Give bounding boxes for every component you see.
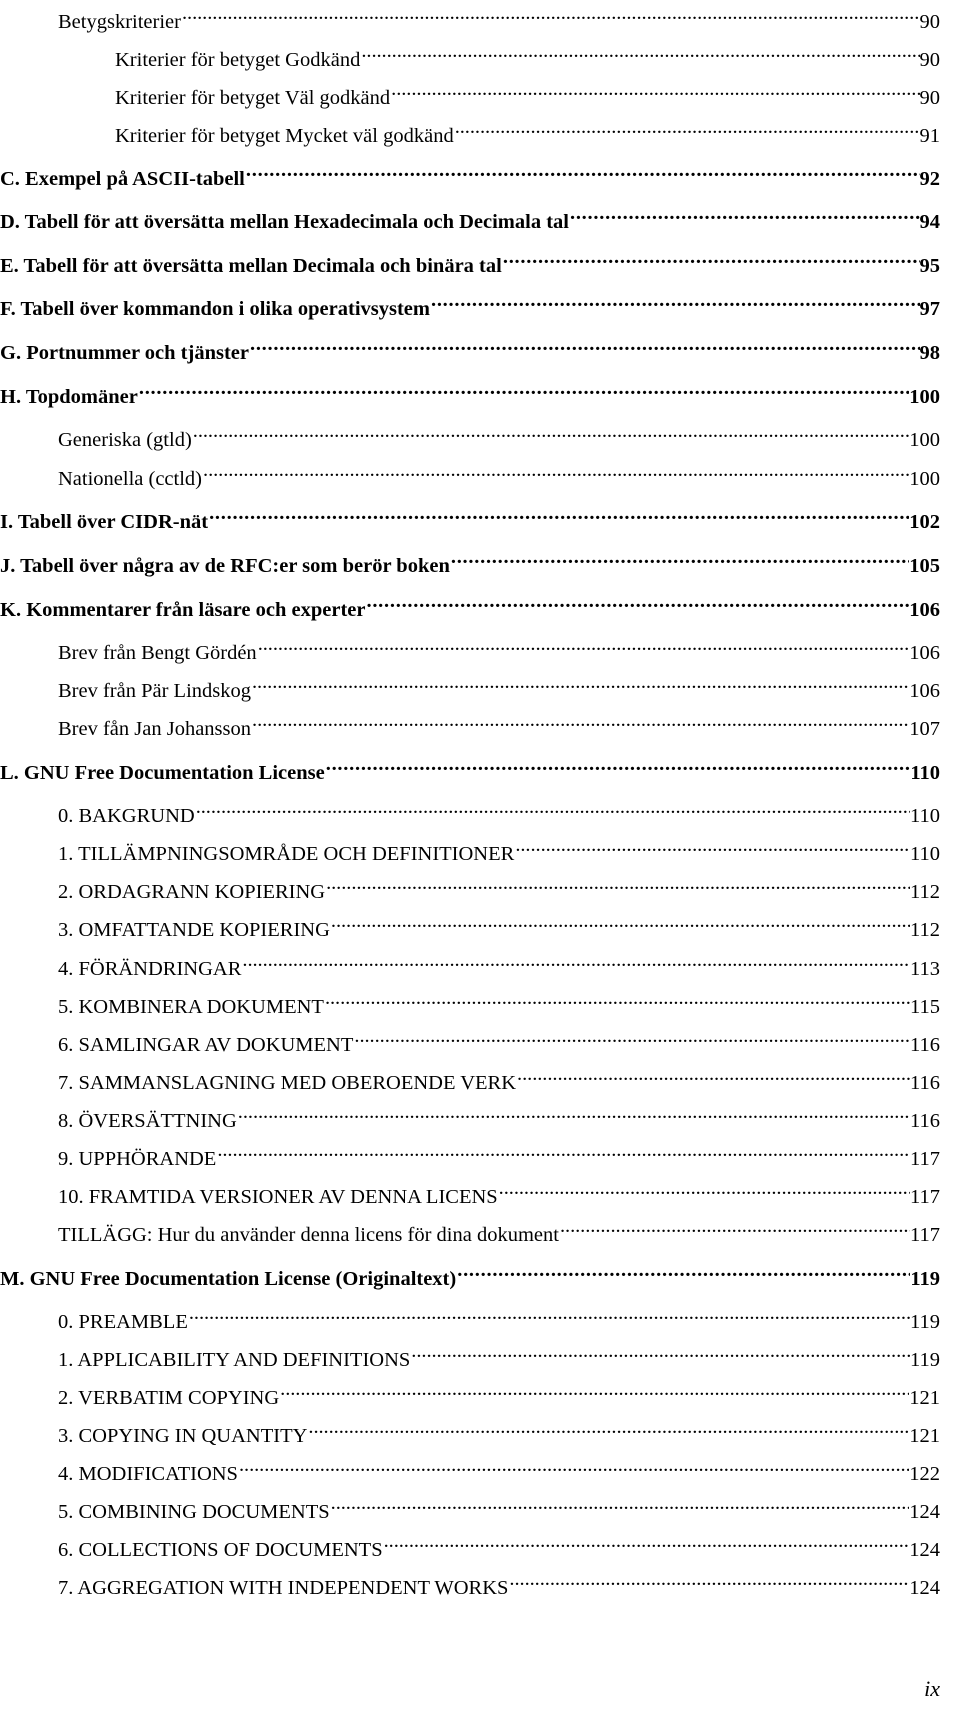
toc-entry-page-number: 116 — [910, 1110, 940, 1132]
toc-entry-page-number: 107 — [909, 718, 940, 740]
toc-entry-page-number: 124 — [909, 1501, 940, 1523]
toc-entry-title: F. Tabell över kommandon i olika operativsystem — [0, 298, 430, 320]
dot-leader — [181, 0, 920, 28]
toc-entry-page-number: 122 — [909, 1463, 940, 1485]
toc-entry-page-number: 90 — [919, 87, 940, 109]
toc-section-entry[interactable] — [115, 36, 940, 71]
toc-chapter-entry[interactable] — [0, 542, 940, 577]
toc-chapter-entry[interactable] — [0, 373, 940, 408]
dot-leader — [330, 906, 910, 936]
toc-entry-title: H. Topdomäner — [0, 386, 138, 408]
toc-entry-page-number: 106 — [909, 642, 940, 664]
toc-entry-title: 6. SAMLINGAR AV DOKUMENT — [58, 1034, 354, 1056]
toc-entry-page-number: 94 — [919, 211, 940, 233]
toc-entry-title: 1. APPLICABILITY AND DEFINITIONS — [58, 1349, 411, 1371]
toc-section-entry[interactable] — [58, 416, 940, 451]
toc-chapter-entry[interactable] — [0, 285, 940, 320]
toc-section-entry[interactable] — [58, 1059, 940, 1094]
dot-leader — [237, 1097, 910, 1127]
dot-leader — [410, 1336, 910, 1366]
toc-entry-title: G. Portnummer och tjänster — [0, 342, 249, 364]
toc-section-entry[interactable] — [58, 1564, 940, 1599]
toc-entry-page-number: 116 — [910, 1034, 940, 1056]
toc-entry-title: 9. UPPHÖRANDE — [58, 1148, 217, 1170]
toc-entry-page-number: 102 — [909, 511, 940, 533]
toc-section-entry[interactable] — [115, 112, 940, 147]
toc-entry-page-number: 119 — [910, 1268, 940, 1290]
dot-leader — [192, 416, 909, 446]
dot-leader — [257, 629, 910, 659]
toc-entry-page-number: 95 — [919, 255, 940, 277]
toc-entry-title: 6. COLLECTIONS OF DOCUMENTS — [58, 1539, 383, 1561]
toc-entry-title: 10. FRAMTIDA VERSIONER AV DENNA LICENS — [58, 1186, 498, 1208]
toc-entry-page-number: 92 — [919, 168, 940, 190]
toc-entry-title: Generiska (gtld) — [58, 429, 192, 451]
toc-chapter-entry[interactable] — [0, 155, 940, 190]
dot-leader — [330, 1488, 910, 1518]
toc-entry-page-number: 90 — [919, 11, 940, 33]
toc-entry-title: 0. PREAMBLE — [58, 1311, 188, 1333]
toc-chapter-entry[interactable] — [0, 749, 940, 784]
dot-leader — [324, 983, 910, 1013]
dot-leader — [251, 705, 909, 735]
toc-entry-page-number: 119 — [910, 1311, 940, 1333]
toc-section-entry[interactable] — [58, 1211, 940, 1246]
toc-entry-title: L. GNU Free Documentation License — [0, 762, 325, 784]
dot-leader — [195, 792, 910, 822]
toc-chapter-entry[interactable] — [0, 242, 940, 277]
toc-section-entry[interactable] — [58, 705, 940, 740]
toc-section-entry[interactable] — [58, 1135, 940, 1170]
toc-entry-page-number: 113 — [910, 958, 940, 980]
toc-entry-title: 5. COMBINING DOCUMENTS — [58, 1501, 330, 1523]
toc-entry-page-number: 119 — [910, 1349, 940, 1371]
toc-section-entry[interactable] — [58, 1173, 940, 1208]
dot-leader — [508, 1564, 909, 1594]
dot-leader — [208, 498, 909, 528]
dot-leader — [502, 242, 920, 272]
toc-entry-title: 4. MODIFICATIONS — [58, 1463, 238, 1485]
toc-entry-page-number: 121 — [909, 1387, 940, 1409]
toc-entry-title: 3. COPYING IN QUANTITY — [58, 1425, 308, 1447]
toc-entry-page-number: 91 — [919, 125, 940, 147]
dot-leader — [249, 329, 920, 359]
dot-leader — [307, 1412, 909, 1442]
dot-leader — [383, 1526, 910, 1556]
dot-leader — [360, 36, 919, 66]
dot-leader — [450, 542, 909, 572]
toc-entry-page-number: 115 — [910, 996, 940, 1018]
dot-leader — [514, 830, 910, 860]
toc-entry-page-number: 117 — [910, 1224, 940, 1246]
toc-entry-title: Brev från Bengt Gördén — [58, 642, 257, 664]
toc-section-entry[interactable] — [58, 945, 940, 980]
toc-entry-title: TILLÄGG: Hur du använder denna licens för dina dokument — [58, 1224, 559, 1246]
toc-entry-page-number: 124 — [909, 1577, 940, 1599]
toc-entry-title: Brev från Pär Lindskog — [58, 680, 251, 702]
toc-section-entry[interactable] — [58, 629, 940, 664]
toc-entry-page-number: 117 — [910, 1186, 940, 1208]
toc-entry-title: J. Tabell över några av de RFC:er som berör boken — [0, 555, 450, 577]
toc-section-entry[interactable] — [58, 983, 940, 1018]
toc-section-entry[interactable] — [58, 1450, 940, 1485]
toc-entry-title: 1. TILLÄMPNINGSOMRÅDE OCH DEFINITIONER — [58, 843, 515, 865]
toc-entry-page-number: 100 — [909, 386, 940, 408]
toc-section-entry[interactable] — [58, 1298, 940, 1333]
toc-entry-page-number: 110 — [910, 762, 940, 784]
toc-section-entry[interactable] — [58, 1488, 940, 1523]
toc-entry-title: Betygskriterier — [58, 11, 181, 33]
toc-chapter-entry[interactable] — [0, 586, 940, 621]
toc-entry-title: 0. BAKGRUND — [58, 805, 195, 827]
dot-leader — [454, 112, 920, 142]
toc-section-entry[interactable] — [58, 1412, 940, 1447]
toc-entry-title: I. Tabell över CIDR-nät — [0, 511, 209, 533]
toc-entry-page-number: 97 — [919, 298, 940, 320]
dot-leader — [498, 1173, 910, 1203]
toc-section-entry[interactable] — [58, 792, 940, 827]
toc-entry-title: 8. ÖVERSÄTTNING — [58, 1110, 237, 1132]
dot-leader — [569, 198, 920, 228]
dot-leader — [325, 868, 910, 898]
dot-leader — [516, 1059, 910, 1089]
toc-entry-title: K. Kommentarer från läsare och experter — [0, 599, 366, 621]
toc-section-entry[interactable] — [58, 1021, 940, 1056]
toc-section-entry[interactable] — [115, 74, 940, 109]
toc-entry-title: Brev fån Jan Johansson — [58, 718, 252, 740]
dot-leader — [365, 586, 909, 616]
toc-entry-page-number: 106 — [909, 599, 940, 621]
dot-leader — [390, 74, 919, 104]
toc-entry-page-number: 105 — [909, 555, 940, 577]
toc-chapter-entry[interactable] — [0, 329, 940, 364]
dot-leader — [456, 1255, 910, 1285]
dot-leader — [238, 1450, 909, 1480]
toc-section-entry[interactable] — [58, 455, 940, 490]
toc-entry-title: C. Exempel på ASCII-tabell — [0, 168, 245, 190]
toc-entry-title: Kriterier för betyget Väl godkänd — [115, 87, 391, 109]
toc-section-entry[interactable] — [58, 0, 940, 33]
toc-section-entry[interactable] — [58, 667, 940, 702]
toc-entry-page-number: 112 — [910, 881, 940, 903]
toc-chapter-entry[interactable] — [0, 1255, 940, 1290]
toc-entry-page-number: 121 — [909, 1425, 940, 1447]
toc-chapter-entry[interactable] — [0, 198, 940, 233]
dot-leader — [353, 1021, 910, 1051]
dot-leader — [559, 1211, 910, 1241]
toc-entry-page-number: 110 — [910, 805, 940, 827]
dot-leader — [279, 1374, 909, 1404]
toc-entry-title: 2. ORDAGRANN KOPIERING — [58, 881, 326, 903]
toc-section-entry[interactable] — [58, 830, 940, 865]
toc-chapter-entry[interactable] — [0, 498, 940, 533]
page-number: ix — [924, 1676, 940, 1701]
dot-leader — [430, 285, 920, 315]
toc-entry-title: M. GNU Free Documentation License (Originaltext) — [0, 1268, 457, 1290]
toc-entry-page-number: 100 — [909, 468, 940, 490]
toc-entry-title: Kriterier för betyget Mycket väl godkänd — [115, 125, 454, 147]
toc-entry-page-number: 98 — [919, 342, 940, 364]
toc-entry-title: 2. VERBATIM COPYING — [58, 1387, 280, 1409]
dot-leader — [245, 155, 920, 185]
toc-entry-page-number: 90 — [919, 49, 940, 71]
dot-leader — [241, 945, 910, 975]
toc-entry-page-number: 124 — [909, 1539, 940, 1561]
toc-section-entry[interactable] — [58, 906, 940, 941]
toc-entry-page-number: 117 — [910, 1148, 940, 1170]
dot-leader — [202, 455, 909, 485]
toc-entry-title: 4. FÖRÄNDRINGAR — [58, 958, 242, 980]
toc-entry-title: Nationella (cctld) — [58, 468, 203, 490]
dot-leader — [325, 749, 911, 779]
toc-entry-page-number: 112 — [910, 919, 940, 941]
toc-entry-title: 7. SAMMANSLAGNING MED OBEROENDE VERK — [58, 1072, 517, 1094]
toc-section-entry[interactable] — [58, 868, 940, 903]
dot-leader — [216, 1135, 910, 1165]
toc-entry-page-number: 116 — [910, 1072, 940, 1094]
toc-section-entry[interactable] — [58, 1526, 940, 1561]
toc-entry-page-number: 110 — [910, 843, 940, 865]
dot-leader — [138, 373, 909, 403]
toc-section-entry[interactable] — [58, 1336, 940, 1371]
toc-entry-page-number: 100 — [909, 429, 940, 451]
toc-entry-page-number: 106 — [909, 680, 940, 702]
toc-entry-title: D. Tabell för att översätta mellan Hexadecimala och Decimala tal — [0, 211, 569, 233]
toc-section-entry[interactable] — [58, 1097, 940, 1132]
toc-entry-title: 5. KOMBINERA DOKUMENT — [58, 996, 324, 1018]
toc-section-entry[interactable] — [58, 1374, 940, 1409]
toc-entry-title: 7. AGGREGATION WITH INDEPENDENT WORKS — [58, 1577, 509, 1599]
dot-leader — [188, 1298, 910, 1328]
toc-entry-title: Kriterier för betyget Godkänd — [115, 49, 361, 71]
toc-entry-title: 3. OMFATTANDE KOPIERING — [58, 919, 330, 941]
dot-leader — [251, 667, 909, 697]
toc-entry-title: E. Tabell för att översätta mellan Decimala och binära tal — [0, 255, 502, 277]
